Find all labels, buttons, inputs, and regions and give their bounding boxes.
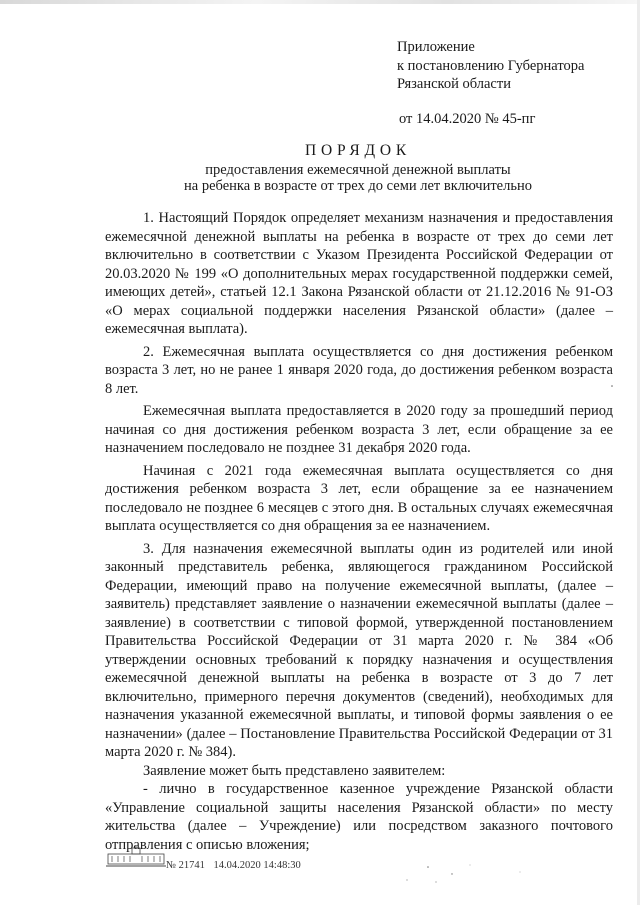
paragraph-3: Ежемесячная выплата предоставляется в 2020 году за прошедший период начиная со дня достижения ребенком возраста 3 лет, если обращение за ее назначением последовало не позднее 31 декабря 2020 года. [105,403,613,456]
paragraph-6: Заявление может быть представлено заявителем: [143,762,446,779]
document-title: ПОРЯДОК [304,142,412,159]
document-footer [106,846,606,886]
paragraph-1: 1. Настоящий Порядок определяет механизм назначения и предоставления ежемесячной денежной выплаты на ребенка в возрасте от трех до семи лет включительно в соответствии с Указом Президента Российской Федерации от 20.03.2020 № 199 «О дополнительных мерах государственной поддержки семей, имеющих детей», статьей 12.1 Закона Рязанской области от 21.12.2016 № 91-ОЗ «О мерах социальной поддержки населения Рязанской области» (далее – ежемесячная выплата). [105,210,613,337]
document-body [105,209,613,854]
document-subtitle-line-1: предоставления ежемесячной денежной выплаты [205,162,511,178]
annex-line-3: Рязанской области [397,76,511,92]
annex-date: от 14.04.2020 № 45-пг [399,110,536,127]
paragraph-7: - лично в государственное казенное учреждение Рязанской области «Управление социальной защиты населения Рязанской области» по месту жительства (далее – Учреждение) или посредством заказного почтового отправления с описью вложения; [105,781,613,853]
annex-line-2: к постановлению Губернатора [397,57,585,74]
document-subtitle-line-2: на ребенка в возрасте от трех до семи лет включительно [184,178,532,194]
registration-number: № 21741 [166,860,205,871]
registration-stamp [166,860,307,871]
registration-timestamp: 14.04.2020 14:48:30 [213,860,301,871]
annex-block [397,38,584,128]
paragraph-4: Начиная с 2021 года ежемесячная выплата осуществляется со дня достижения ребенком возраста 3 лет, если обращение за ее назначением последовало не позднее 6 месяцев с этого дня. В остальных случаях ежемесячная выплата осуществляется со дня обращения за ее назначением. [105,462,613,534]
paragraph-5: 3. Для назначения ежемесячной выплаты один из родителей или иной законный представитель ребенка, являющегося гражданином Российской Федерации, имеющий право на получение ежемесячной выплаты, (далее – заявитель) представляет заявление о назначении ежемесячной выплаты (далее – заявление) в соответствии с типовой формой, утвержденной постановлением Правительства Российской Федерации от 31 марта 2020 г. № 384 «Об утверждении основных требований к порядку назначения и осуществления ежемесячной денежной выплаты на ребенка в возрасте от 3 до 7 лет включительно, примерного перечня документов (сведений), необходимых для назначения указанной ежемесячной выплаты, и типовой формы заявления о ее назначении» (далее – Постановление Правительства Российской Федерации от 31 марта 2020 г. № 384). [105,540,613,760]
scan-edge-top [0,0,640,4]
building-seal-icon [106,846,166,868]
annex-line-1: Приложение [397,39,475,55]
paragraph-2: 2. Ежемесячная выплата осуществляется со дня достижения ребенком возраста 3 лет, но не ранее 1 января 2020 года, до достижения ребенком возраста 8 лет. [105,343,613,397]
